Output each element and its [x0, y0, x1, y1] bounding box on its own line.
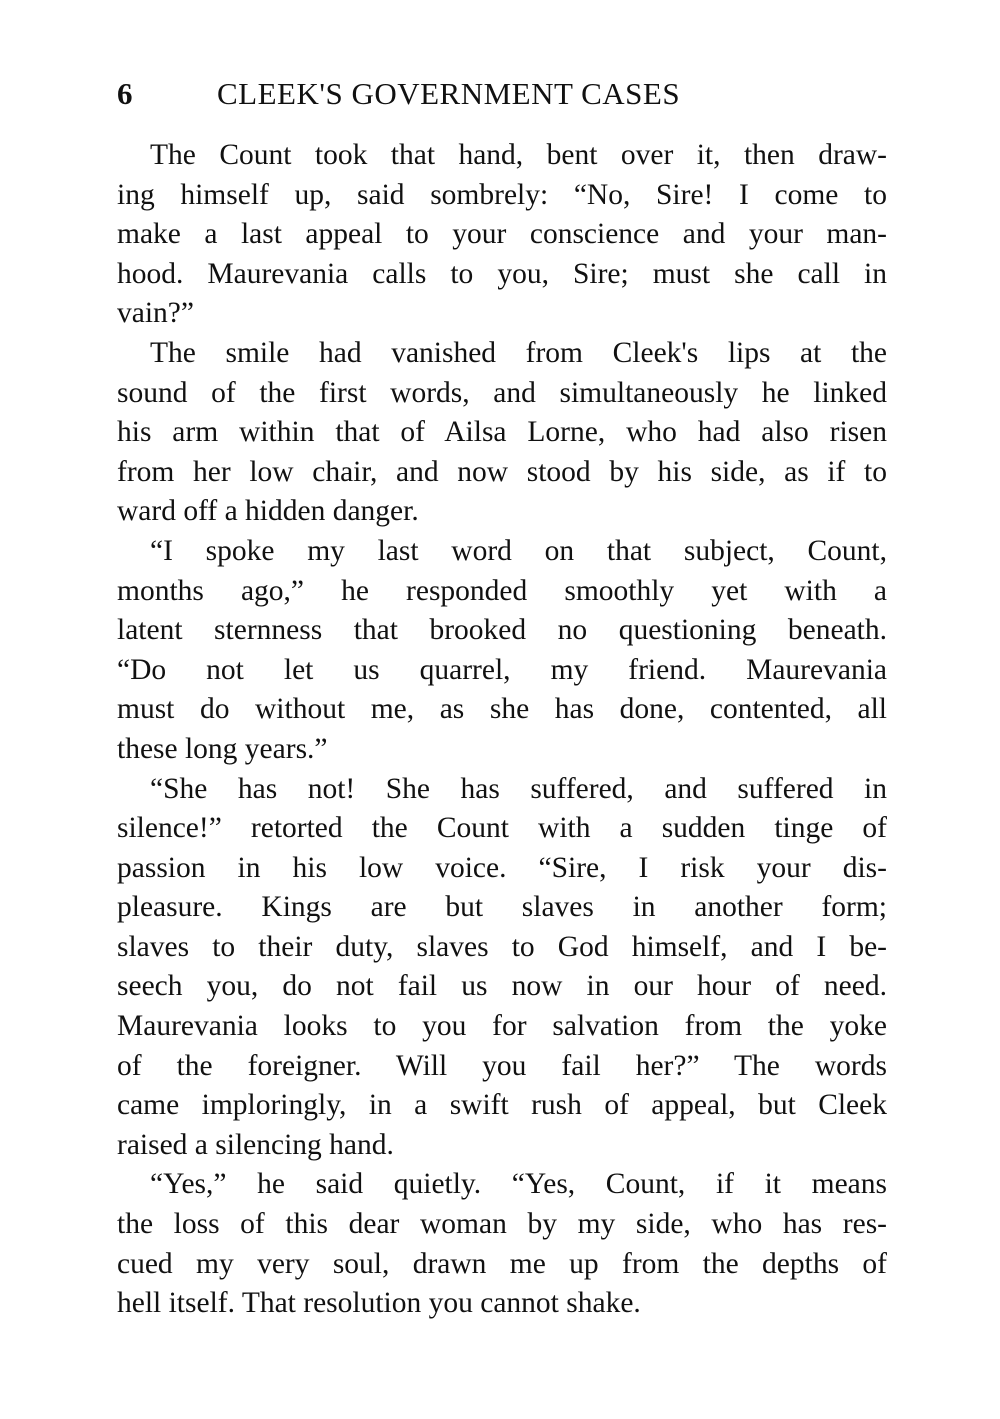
- text-line: cued my very soul, drawn me up from the depths of: [117, 1247, 887, 1280]
- text-line: slaves to their duty, slaves to God himself, and I be-: [117, 930, 887, 963]
- text-line: his arm within that of Ailsa Lorne, who had also risen: [117, 416, 887, 449]
- text-line: from her low chair, and now stood by his side, as if to: [117, 455, 887, 488]
- paragraph: [117, 532, 887, 770]
- text-line: must do without me, as she has done, contented, all: [117, 693, 887, 726]
- text-line: ing himself up, said sombrely: “No, Sire! I come to: [117, 178, 887, 211]
- text-line: “Do not let us quarrel, my friend. Maurevania: [117, 653, 887, 686]
- text-line: seech you, do not fail us now in our hour of need.: [117, 970, 887, 1003]
- text-line: “Yes,” he said quietly. “Yes, Count, if it means: [150, 1168, 887, 1201]
- text-line: raised a silencing hand.: [117, 1128, 394, 1161]
- text-line: The smile had vanished from Cleek's lips at the: [150, 336, 887, 369]
- paragraph: [117, 136, 887, 334]
- paragraph: [117, 770, 887, 1166]
- text-line: months ago,” he responded smoothly yet with a: [117, 574, 887, 607]
- text-line: of the foreigner. Will you fail her?” The words: [117, 1049, 887, 1082]
- text-line: “I spoke my last word on that subject, Count,: [150, 534, 887, 567]
- text-line: hood. Maurevania calls to you, Sire; must she call in: [117, 257, 887, 290]
- text-line: these long years.”: [117, 732, 328, 765]
- text-line: sound of the first words, and simultaneously he linked: [117, 376, 887, 409]
- text-line: pleasure. Kings are but slaves in another form;: [117, 891, 887, 924]
- paragraph: [117, 1165, 887, 1323]
- text-line: make a last appeal to your conscience and your man-: [117, 218, 887, 251]
- text-line: Maurevania looks to you for salvation from the yoke: [117, 1010, 887, 1043]
- running-head: CLEEK'S GOVERNMENT CASES: [217, 76, 681, 111]
- text-line: latent sternness that brooked no questioning beneath.: [117, 614, 887, 647]
- text-line: hell itself. That resolution you cannot shake.: [117, 1287, 641, 1320]
- text-line: The Count took that hand, bent over it, then draw-: [150, 139, 887, 171]
- page-header: [117, 68, 887, 124]
- paragraph: [117, 334, 887, 532]
- text-line: “She has not! She has suffered, and suffered in: [150, 772, 887, 805]
- page-number: 6: [117, 76, 133, 111]
- text-line: vain?”: [117, 297, 194, 330]
- body-text: [117, 136, 887, 1324]
- text-line: ward off a hidden danger.: [117, 495, 419, 528]
- book-page: [117, 68, 887, 1324]
- text-line: came imploringly, in a swift rush of appeal, but Cleek: [117, 1089, 887, 1122]
- text-line: passion in his low voice. “Sire, I risk your dis-: [117, 851, 887, 884]
- text-line: the loss of this dear woman by my side, who has res-: [117, 1208, 887, 1241]
- text-line: silence!” retorted the Count with a sudden tinge of: [117, 812, 887, 845]
